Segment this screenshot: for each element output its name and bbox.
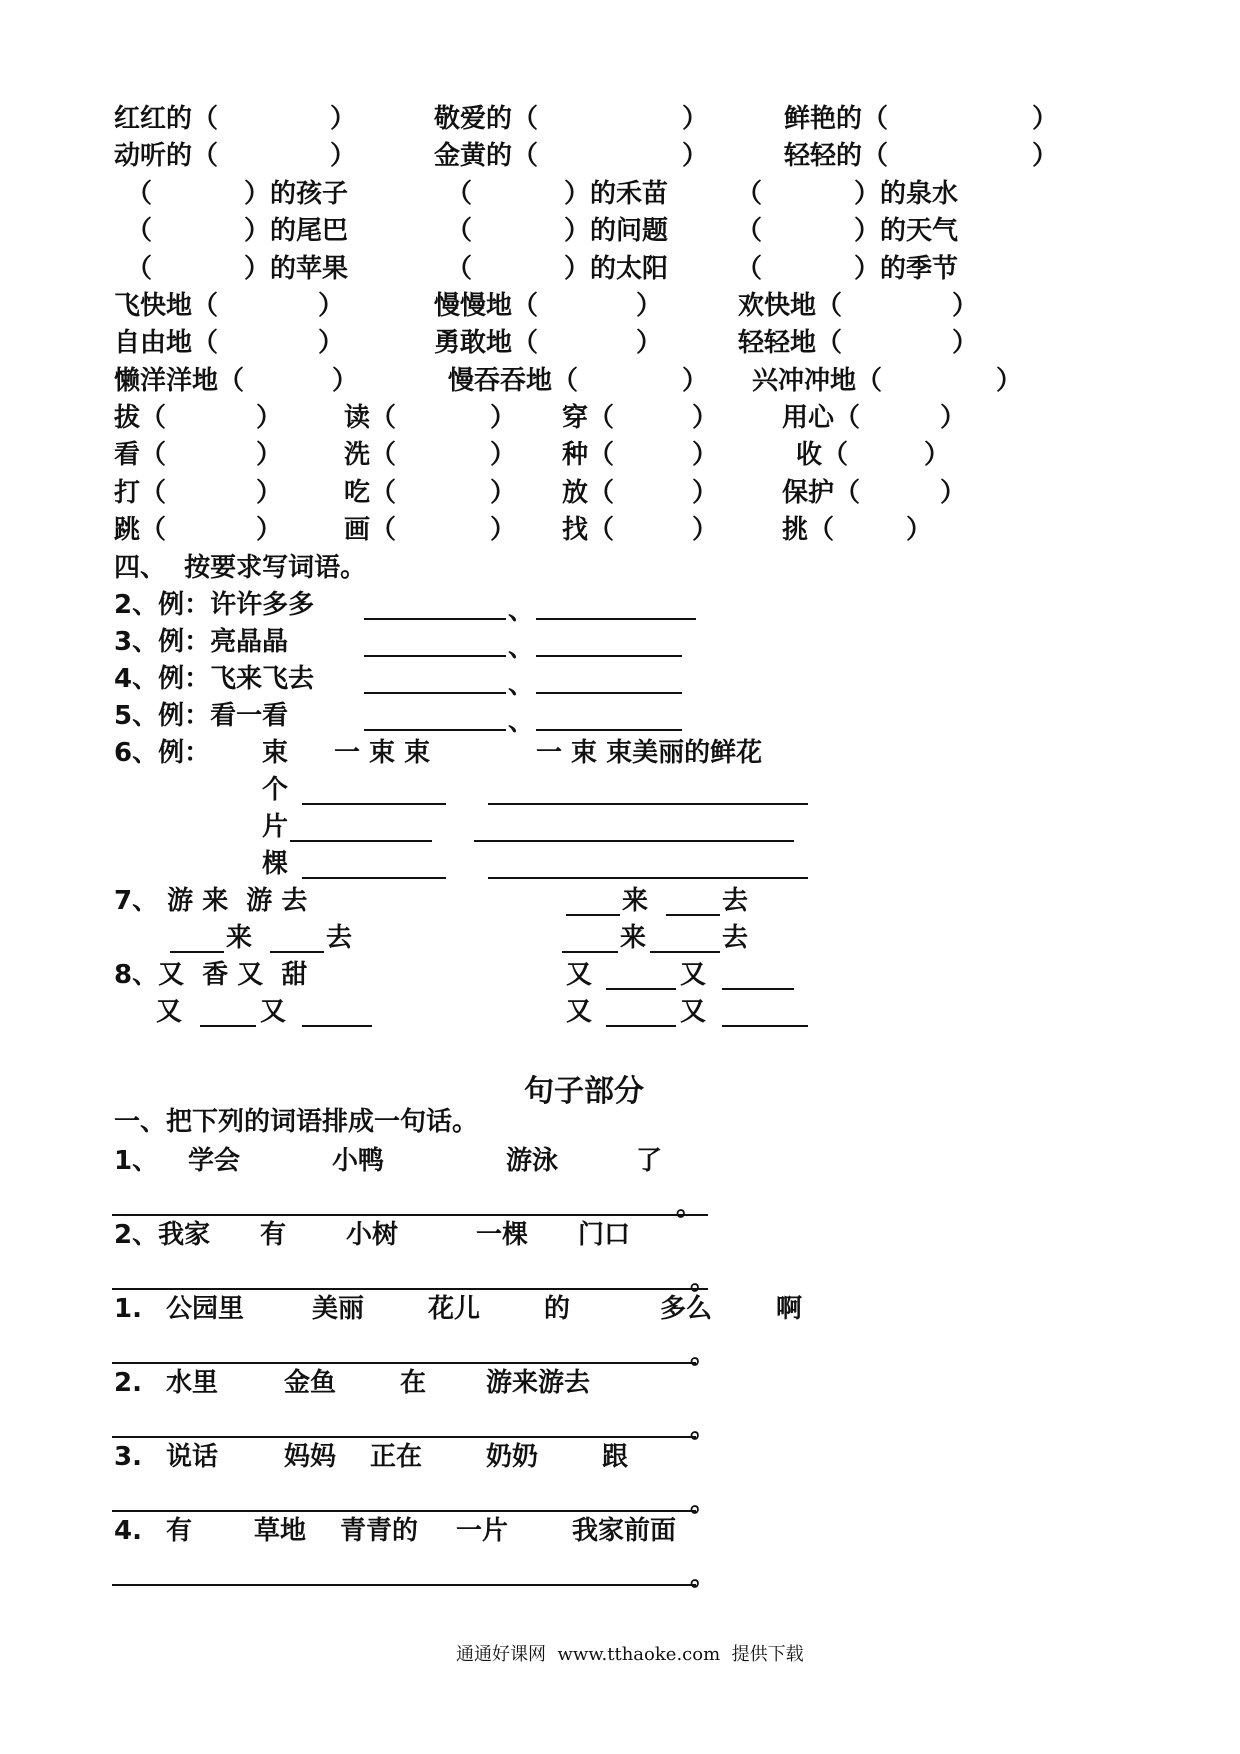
example-5: 5、例：看一看 bbox=[114, 701, 289, 731]
word-you: 又 bbox=[680, 997, 707, 1027]
sentence-word: 有 bbox=[166, 1516, 193, 1546]
phrase-paren: ） bbox=[318, 328, 345, 358]
word-qu: 去 bbox=[722, 886, 749, 916]
phrase-paren: （ bbox=[126, 216, 153, 246]
phrase-item: 慢慢地（ bbox=[434, 291, 539, 321]
phrase-paren: （ bbox=[736, 216, 763, 246]
separator: 、 bbox=[508, 670, 535, 700]
sentence-word: 奶奶 bbox=[486, 1442, 539, 1472]
sentence-word: 的 bbox=[544, 1294, 571, 1324]
separator: 、 bbox=[508, 596, 535, 626]
phrase-item: 洗（ bbox=[344, 440, 397, 470]
phrase-item: 吃（ bbox=[344, 478, 397, 508]
phrase-paren: ） bbox=[682, 366, 709, 396]
phrase-paren: ） bbox=[332, 366, 359, 396]
sentence-word: 了 bbox=[636, 1146, 663, 1176]
phrase-paren: ） bbox=[636, 291, 663, 321]
phrase-paren: ） bbox=[256, 440, 283, 470]
sentence-word: 在 bbox=[400, 1368, 427, 1398]
answer-line[interactable] bbox=[112, 1510, 696, 1512]
phrase-item: 轻轻地（ bbox=[738, 328, 843, 358]
phrase-item: 鲜艳的（ bbox=[784, 104, 889, 134]
answer-line[interactable] bbox=[566, 914, 620, 916]
sentence-word: 游来游去 bbox=[486, 1368, 591, 1398]
sentence-number: 4. bbox=[114, 1516, 142, 1546]
answer-line[interactable] bbox=[112, 1214, 708, 1216]
phrase-paren: （ bbox=[736, 179, 763, 209]
word-you: 又 bbox=[156, 997, 183, 1027]
phrase-item: ）的泉水 bbox=[854, 179, 959, 209]
section-heading: 四、 按要求写词语。 bbox=[114, 553, 367, 583]
phrase-paren: ） bbox=[940, 403, 967, 433]
phrase-paren: ） bbox=[692, 515, 719, 545]
answer-line[interactable] bbox=[606, 988, 676, 990]
period: 。 bbox=[690, 1562, 717, 1592]
phrase-item: 找（ bbox=[562, 515, 615, 545]
answer-line[interactable] bbox=[112, 1436, 696, 1438]
example-2: 2、例：许许多多 bbox=[114, 590, 315, 620]
answer-line[interactable] bbox=[200, 1025, 256, 1027]
phrase-item: ）的季节 bbox=[854, 254, 959, 284]
answer-line[interactable] bbox=[364, 618, 506, 620]
word-you: 又 bbox=[566, 997, 593, 1027]
sentence-word: 青青的 bbox=[340, 1516, 419, 1546]
sentence-word: 小鸭 bbox=[332, 1146, 385, 1176]
phrase-item: 种（ bbox=[562, 440, 615, 470]
answer-line[interactable] bbox=[722, 988, 794, 990]
sentence-word: 有 bbox=[260, 1220, 287, 1250]
answer-line[interactable] bbox=[364, 692, 506, 694]
period: 。 bbox=[676, 1192, 703, 1222]
phrase-paren: （ bbox=[126, 254, 153, 284]
sentence-word: 多么 bbox=[660, 1294, 713, 1324]
example-6: 6、例： bbox=[114, 738, 211, 768]
phrase-item: 收（ bbox=[796, 440, 849, 470]
phrase-item: 敬爱的（ bbox=[434, 104, 539, 134]
phrase-paren: （ bbox=[446, 216, 473, 246]
word-lai: 来 bbox=[622, 886, 649, 916]
phrase-paren: ） bbox=[1032, 141, 1059, 171]
answer-line[interactable] bbox=[650, 951, 720, 953]
phrase-item: 慢吞吞地（ bbox=[448, 366, 579, 396]
answer-line[interactable] bbox=[112, 1362, 696, 1364]
sentence-number: 1、 bbox=[114, 1146, 159, 1176]
answer-line[interactable] bbox=[606, 1025, 676, 1027]
phrase-item: 用心（ bbox=[782, 403, 861, 433]
phrase-paren: ） bbox=[952, 328, 979, 358]
measure-ke: 棵 bbox=[262, 849, 289, 879]
phrase-item: 看（ bbox=[114, 440, 167, 470]
phrase-paren: ） bbox=[330, 141, 357, 171]
sentence-word: 草地 bbox=[254, 1516, 307, 1546]
sentence-word: 小树 bbox=[346, 1220, 399, 1250]
sentence-word: 水里 bbox=[166, 1368, 219, 1398]
sentence-number: 2. bbox=[114, 1368, 142, 1398]
phrase-paren: ） bbox=[682, 104, 709, 134]
example-6-phrase: 一 束 束 bbox=[334, 738, 431, 768]
footer-credit: 通通好课网 www.tthaoke.com 提供下载 bbox=[456, 1644, 804, 1665]
phrase-item: 勇敢地（ bbox=[434, 328, 539, 358]
phrase-paren: ） bbox=[256, 478, 283, 508]
period: 。 bbox=[690, 1414, 717, 1444]
answer-line[interactable] bbox=[170, 951, 224, 953]
sentence-word: 游泳 bbox=[506, 1146, 559, 1176]
phrase-paren: ） bbox=[924, 440, 951, 470]
phrase-item: 轻轻的（ bbox=[784, 141, 889, 171]
sentence-word: 美丽 bbox=[312, 1294, 365, 1324]
example-7: 7、 游 来 游 去 bbox=[114, 886, 308, 916]
phrase-paren: ） bbox=[636, 328, 663, 358]
phrase-item: 自由地（ bbox=[114, 328, 219, 358]
answer-line[interactable] bbox=[536, 655, 682, 657]
phrase-item: ）的问题 bbox=[564, 216, 669, 246]
sentence-word: 正在 bbox=[370, 1442, 423, 1472]
example-6-sentence: 一 束 束美丽的鲜花 bbox=[536, 738, 763, 768]
phrase-item: 飞快地（ bbox=[114, 291, 219, 321]
phrase-item: 兴冲冲地（ bbox=[752, 366, 883, 396]
sentence-word: 妈妈 bbox=[284, 1442, 337, 1472]
phrase-paren: ） bbox=[490, 403, 517, 433]
phrase-paren: （ bbox=[446, 179, 473, 209]
sentence-word: 一棵 bbox=[476, 1220, 529, 1250]
phrase-item: 动听的（ bbox=[114, 141, 219, 171]
phrase-paren: ） bbox=[906, 515, 933, 545]
phrase-item: ）的孩子 bbox=[244, 179, 349, 209]
answer-line[interactable] bbox=[562, 951, 618, 953]
phrase-item: ）的苹果 bbox=[244, 254, 349, 284]
sentence-number: 2、我家 bbox=[114, 1220, 211, 1250]
answer-line[interactable] bbox=[536, 692, 682, 694]
phrase-paren: ） bbox=[256, 515, 283, 545]
phrase-paren: ） bbox=[1032, 104, 1059, 134]
word-you: 又 bbox=[566, 960, 593, 990]
phrase-item: ）的太阳 bbox=[564, 254, 669, 284]
phrase-paren: ） bbox=[256, 403, 283, 433]
answer-line[interactable] bbox=[364, 655, 506, 657]
answer-line[interactable] bbox=[112, 1584, 696, 1586]
section-heading: 一、把下列的词语排成一句话。 bbox=[114, 1107, 479, 1137]
period: 。 bbox=[690, 1488, 717, 1518]
period: 。 bbox=[690, 1340, 717, 1370]
sentence-word: 学会 bbox=[188, 1146, 241, 1176]
sentence-word: 说话 bbox=[166, 1442, 219, 1472]
answer-line[interactable] bbox=[302, 803, 446, 805]
answer-line[interactable] bbox=[536, 729, 682, 731]
measure-ge: 个 bbox=[262, 775, 289, 805]
sentence-word: 我家前面 bbox=[572, 1516, 677, 1546]
sentence-word: 公园里 bbox=[166, 1294, 245, 1324]
phrase-paren: ） bbox=[692, 440, 719, 470]
phrase-paren: ） bbox=[952, 291, 979, 321]
section-title: 句子部分 bbox=[524, 1074, 644, 1109]
answer-line[interactable] bbox=[302, 877, 446, 879]
phrase-paren: ） bbox=[692, 403, 719, 433]
word-lai: 来 bbox=[620, 923, 647, 953]
phrase-paren: ） bbox=[692, 478, 719, 508]
answer-line[interactable] bbox=[666, 914, 720, 916]
answer-line[interactable] bbox=[112, 1288, 708, 1290]
word-you: 又 bbox=[260, 997, 287, 1027]
phrase-item: 穿（ bbox=[562, 403, 615, 433]
phrase-paren: ） bbox=[996, 366, 1023, 396]
answer-line[interactable] bbox=[364, 729, 506, 731]
word-qu: 去 bbox=[722, 923, 749, 953]
sentence-word: 跟 bbox=[602, 1442, 629, 1472]
phrase-item: ）的禾苗 bbox=[564, 179, 669, 209]
phrase-paren: （ bbox=[126, 179, 153, 209]
phrase-item: 欢快地（ bbox=[738, 291, 843, 321]
phrase-paren: （ bbox=[446, 254, 473, 284]
phrase-paren: （ bbox=[736, 254, 763, 284]
answer-line[interactable] bbox=[290, 840, 432, 842]
phrase-item: 放（ bbox=[562, 478, 615, 508]
answer-line[interactable] bbox=[302, 1025, 372, 1027]
phrase-item: 红红的（ bbox=[114, 104, 219, 134]
phrase-paren: ） bbox=[490, 515, 517, 545]
measure-pian: 片 bbox=[262, 812, 289, 842]
example-3: 3、例：亮晶晶 bbox=[114, 627, 289, 657]
answer-line[interactable] bbox=[474, 840, 794, 842]
phrase-paren: ） bbox=[318, 291, 345, 321]
phrase-paren: ） bbox=[490, 440, 517, 470]
phrase-item: 保护（ bbox=[782, 478, 861, 508]
phrase-item: 读（ bbox=[344, 403, 397, 433]
example-4: 4、例：飞来飞去 bbox=[114, 664, 315, 694]
sentence-word: 金鱼 bbox=[284, 1368, 337, 1398]
word-lai: 来 bbox=[226, 923, 253, 953]
phrase-paren: ） bbox=[682, 141, 709, 171]
answer-line[interactable] bbox=[722, 1025, 808, 1027]
sentence-word: 一片 bbox=[456, 1516, 509, 1546]
sentence-word: 门口 bbox=[578, 1220, 631, 1250]
period: 。 bbox=[690, 1266, 717, 1296]
phrase-paren: ） bbox=[490, 478, 517, 508]
answer-line[interactable] bbox=[488, 803, 808, 805]
answer-line[interactable] bbox=[488, 877, 808, 879]
sentence-number: 3. bbox=[114, 1442, 142, 1472]
phrase-item: ）的尾巴 bbox=[244, 216, 349, 246]
phrase-item: 金黄的（ bbox=[434, 141, 539, 171]
sentence-word: 啊 bbox=[776, 1294, 803, 1324]
phrase-item: ）的天气 bbox=[854, 216, 959, 246]
separator: 、 bbox=[508, 707, 535, 737]
answer-line[interactable] bbox=[536, 618, 696, 620]
phrase-item: 打（ bbox=[114, 478, 167, 508]
word-qu: 去 bbox=[326, 923, 353, 953]
sentence-number: 1. bbox=[114, 1294, 142, 1324]
phrase-paren: ） bbox=[330, 104, 357, 134]
phrase-item: 拔（ bbox=[114, 403, 167, 433]
example-6-measure: 束 bbox=[262, 738, 289, 768]
phrase-item: 懒洋洋地（ bbox=[114, 366, 245, 396]
sentence-word: 花儿 bbox=[428, 1294, 481, 1324]
phrase-paren: ） bbox=[940, 478, 967, 508]
phrase-item: 跳（ bbox=[114, 515, 167, 545]
word-you: 又 bbox=[680, 960, 707, 990]
phrase-item: 挑（ bbox=[782, 515, 835, 545]
answer-line[interactable] bbox=[270, 951, 324, 953]
example-8: 8、又 香 又 甜 bbox=[114, 960, 308, 990]
separator: 、 bbox=[508, 633, 535, 663]
phrase-item: 画（ bbox=[344, 515, 397, 545]
